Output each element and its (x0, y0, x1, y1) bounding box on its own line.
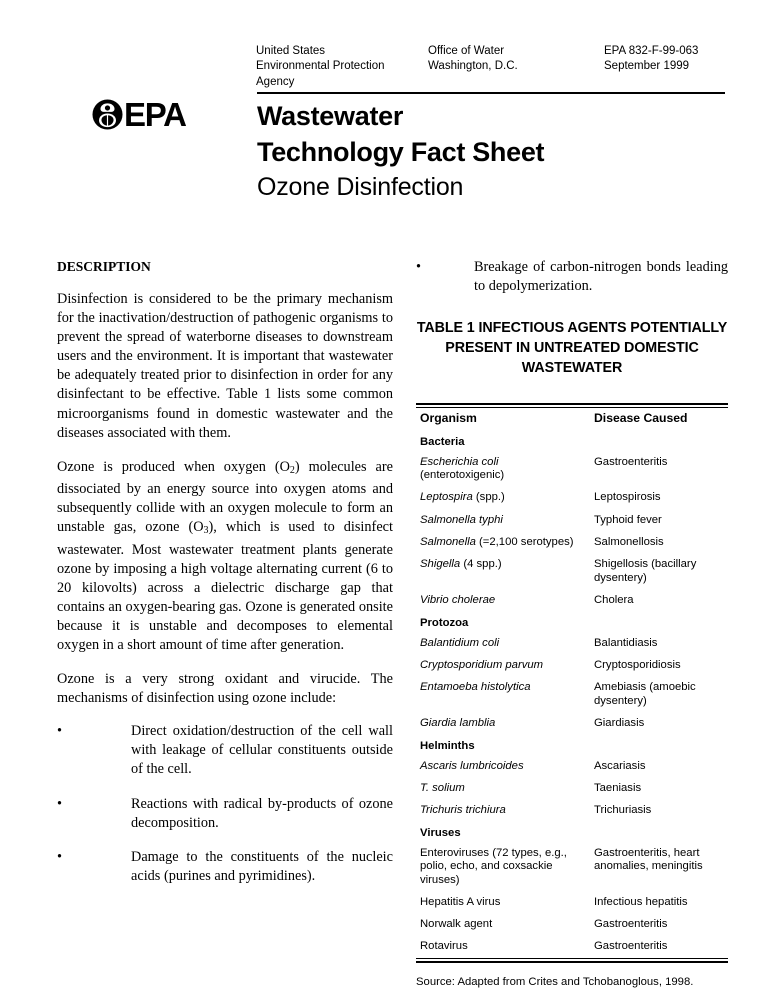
organism-cell (416, 800, 594, 822)
table-row (416, 712, 728, 734)
infectious-agents-table (416, 408, 728, 958)
agency-name-line-1: United States (256, 45, 326, 57)
section-heading-description: DESCRIPTION (57, 259, 151, 274)
table-source-note: Source: Adapted from Crites and Tchobanoglous, 1998. (416, 976, 694, 989)
table-row (416, 590, 728, 612)
organism-scientific-name: Trichuris trichiura (420, 803, 506, 816)
bullet-marker-icon: • (416, 259, 422, 275)
office-column (428, 44, 604, 90)
bullet-marker-icon: • (57, 848, 63, 865)
group-label: Helminths (420, 739, 475, 752)
paragraph-ozone-production (57, 458, 393, 655)
organism-scientific-name: Leptospira (420, 491, 473, 504)
organism-scientific-name: Shigella (420, 558, 461, 571)
disease-cell: Gastroenteritis, heart anomalies, meningitis (594, 846, 703, 873)
disease-cell: Cholera (594, 593, 634, 606)
disease-cell: Taeniasis (594, 781, 642, 794)
table-row (416, 509, 728, 531)
disease-cell: Gastroenteritis (594, 918, 668, 931)
organism-cell (416, 509, 594, 531)
table-row (416, 487, 728, 509)
masthead-divider-rule (257, 92, 725, 94)
document-number-column (604, 44, 726, 90)
ozone-para-part-1: Ozone is produced when oxygen (O (57, 458, 290, 475)
table-group-row (416, 612, 728, 633)
organism-cell (416, 554, 594, 590)
bullet-item-cell-wall (57, 722, 393, 779)
table-row (416, 842, 728, 891)
organism-scientific-name: Escherichia coli (420, 455, 499, 468)
agency-identification-block (256, 44, 726, 90)
epa-logo (92, 96, 192, 132)
organism-scientific-name: Entamoeba histolytica (420, 680, 531, 693)
table-row (416, 654, 728, 676)
infectious-agents-table-wrapper (416, 403, 728, 963)
document-title-line-2: Technology Fact Sheet (257, 137, 545, 167)
bullet-marker-icon: • (57, 723, 63, 740)
table-group-row (416, 822, 728, 843)
organism-cell (416, 777, 594, 799)
group-label: Bacteria (420, 435, 465, 448)
table-header-row (416, 408, 728, 431)
disease-cell: Ascariasis (594, 759, 646, 772)
bullet-text: Reactions with radical by-products of ozone decomposition. (131, 795, 393, 831)
organism-qualifier: (spp.) (472, 491, 505, 504)
group-label: Viruses (420, 826, 461, 839)
document-date: September 1999 (604, 60, 690, 73)
organism-cell (416, 936, 594, 958)
organism-scientific-name: Salmonella (420, 535, 476, 548)
disease-cell: Balantidiasis (594, 636, 658, 649)
table-row (416, 936, 728, 958)
organism-cell (416, 914, 594, 936)
group-empty-cell (594, 612, 728, 633)
document-title-line-1: Wastewater (257, 101, 404, 131)
bullet-text: Breakage of carbon-nitrogen bonds leading to depolymerization. (474, 259, 728, 295)
table-title: TABLE 1 INFECTIOUS AGENTS POTENTIALLY PRESENT IN UNTREATED DOMESTIC WASTEWATER (416, 320, 728, 377)
organism-scientific-name: Giardia lamblia (420, 716, 496, 729)
disease-cell: Trichuriasis (594, 803, 652, 816)
table-row (416, 755, 728, 777)
organism-scientific-name: Cryptosporidium parvum (420, 658, 544, 671)
document-number: EPA 832-F-99-063 (604, 45, 699, 57)
disease-cell: Infectious hepatitis (594, 896, 688, 909)
agency-name-line-2: Environmental Protection (256, 60, 385, 73)
table-header (416, 408, 728, 431)
ozone-subscript-3: 3 (203, 525, 209, 537)
column-header-organism: Organism (420, 411, 477, 426)
organism-cell (416, 712, 594, 734)
organism-qualifier: (enterotoxigenic) (420, 469, 505, 482)
bullet-text: Damage to the constituents of the nucleic acids (purines and pyrimidines). (131, 848, 393, 884)
table-row (416, 892, 728, 914)
disease-cell: Amebiasis (amoebic dysentery) (594, 680, 696, 707)
ozone-para-part-2: ) molecules are dissociated by an energy source into oxygen atoms and subsequently collide with an oxygen molecule to form an unstable gas, ozone (O (57, 458, 393, 536)
organism-scientific-name: Ascaris lumbricoides (420, 759, 524, 772)
organism-cell (416, 654, 594, 676)
disease-cell: Gastroenteritis (594, 455, 668, 468)
table-row (416, 800, 728, 822)
organism-cell (416, 892, 594, 914)
left-column (57, 258, 393, 901)
bullet-item-radical-byproducts (57, 795, 393, 833)
table-row (416, 914, 728, 936)
organism-cell (416, 532, 594, 554)
office-line-2: Washington, D.C. (428, 60, 518, 73)
disease-cell: Salmonellosis (594, 535, 664, 548)
group-label: Protozoa (420, 616, 469, 629)
office-line-1: Office of Water (428, 45, 505, 57)
bullet-text: Direct oxidation/destruction of the cell wall with leakage of cellular constituents outside of the cell. (131, 723, 393, 778)
masthead (0, 0, 768, 232)
organism-qualifier: Hepatitis A virus (420, 896, 501, 909)
disease-cell: Cryptosporidiosis (594, 658, 681, 671)
disease-cell: Gastroenteritis (594, 940, 668, 953)
agency-name-line-3: Agency (256, 75, 295, 88)
organism-cell (416, 487, 594, 509)
organism-cell (416, 842, 594, 891)
ozone-para-part-3: ), which is used to disinfect wastewater. Most wastewater treatment plants generate ozone by imposing a high voltage alternating current (6 to 20 kilovolts) across a dielectric discharge gap that contains an oxygen-bearing gas. Ozone is generated onsite because it is unstable and decomposes to elemental oxygen in a short amount of time after generation. (57, 519, 393, 653)
group-empty-cell (594, 431, 728, 452)
table-group-row (416, 431, 728, 452)
right-column (416, 258, 728, 990)
table-row (416, 632, 728, 654)
epa-wordmark: EPA (124, 95, 186, 133)
paragraph-oxidant-intro: Ozone is a very strong oxidant and virucide. The mechanisms of disinfection using ozone include: (57, 671, 393, 707)
organism-scientific-name: Vibrio cholerae (420, 593, 496, 606)
table-row (416, 777, 728, 799)
organism-scientific-name: Balantidium coli (420, 636, 500, 649)
table-row (416, 451, 728, 487)
group-empty-cell (594, 822, 728, 843)
organism-cell (416, 755, 594, 777)
column-header-disease: Disease Caused (594, 411, 688, 426)
bullet-marker-icon: • (57, 795, 63, 812)
table-body (416, 431, 728, 959)
epa-seal-icon (92, 99, 123, 130)
document-title-block (257, 98, 727, 205)
table-group-row (416, 735, 728, 756)
organism-scientific-name: Salmonella typhi (420, 513, 503, 526)
organism-qualifier: Norwalk agent (420, 918, 493, 931)
table-bottom-rule (416, 958, 728, 963)
organism-scientific-name: T. solium (420, 781, 465, 794)
agency-name-column (256, 44, 428, 90)
organism-cell (416, 677, 594, 713)
table-row (416, 677, 728, 713)
paragraph-disinfection-overview: Disinfection is considered to be the primary mechanism for the inactivation/destruction of pathogenic organisms to prevent the spread of waterborne diseases to downstream users and the environment. It is important that wastewater be adequately treated prior to disinfection in order for any disinfectant to be effective. Table 1 lists some common microorganisms found in domestic wastewater and the diseases associated with them. (57, 291, 393, 441)
organism-qualifier: (4 spp.) (460, 558, 502, 571)
disease-cell: Giardiasis (594, 716, 645, 729)
bullet-item-carbon-nitrogen (416, 258, 728, 296)
organism-qualifier: Rotavirus (420, 940, 468, 953)
table-row (416, 554, 728, 590)
organism-qualifier: (=2,100 serotypes) (475, 535, 574, 548)
organism-cell (416, 451, 594, 487)
disease-cell: Typhoid fever (594, 513, 662, 526)
organism-qualifier: Enteroviruses (72 types, e.g., polio, echo, and coxsackie viruses) (420, 846, 567, 886)
disease-cell: Shigellosis (bacillary dysentery) (594, 558, 697, 584)
organism-cell (416, 590, 594, 612)
organism-cell (416, 632, 594, 654)
disease-cell: Leptospirosis (594, 491, 661, 504)
group-empty-cell (594, 735, 728, 756)
table-row (416, 532, 728, 554)
document-subtitle: Ozone Disinfection (257, 173, 464, 201)
bullet-item-nucleic-acids (57, 848, 393, 886)
oxygen-subscript-2: 2 (289, 464, 295, 476)
